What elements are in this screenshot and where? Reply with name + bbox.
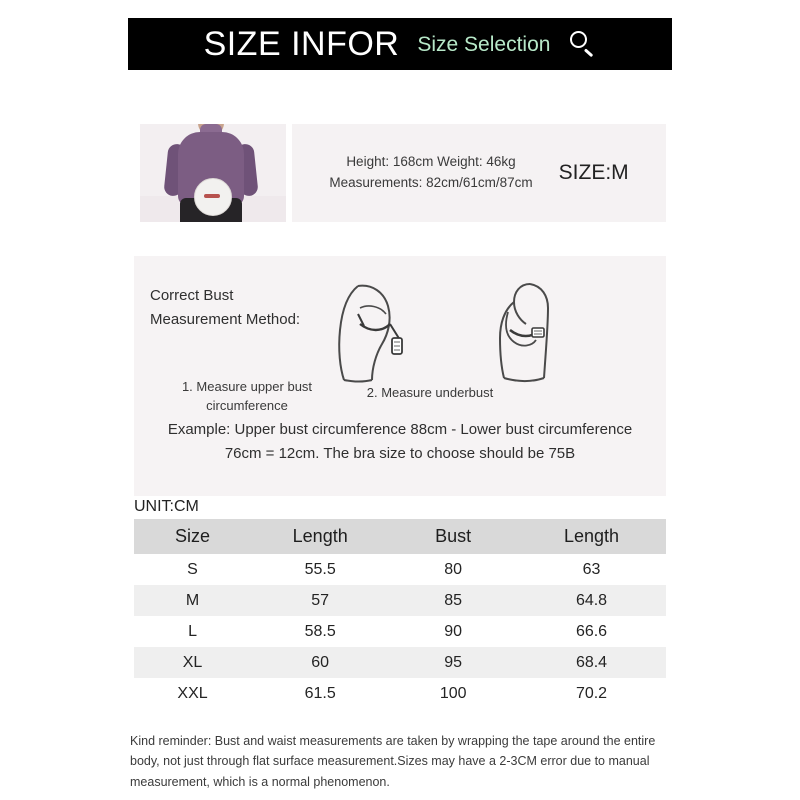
table-cell-length2: 66.6 xyxy=(517,616,666,647)
figure-1-caption: 1. Measure upper bust circumference xyxy=(181,379,313,413)
table-cell-length: 58.5 xyxy=(251,616,389,647)
table-cell-bust: 85 xyxy=(389,585,517,616)
search-icon xyxy=(568,30,596,58)
table-row xyxy=(134,554,666,585)
table-cell-size: L xyxy=(134,616,251,647)
table-header-cell: Bust xyxy=(389,519,517,554)
table-cell-size: XXL xyxy=(134,678,251,709)
size-table xyxy=(134,519,666,709)
model-body-measurements: Measurements: 82cm/61cm/87cm xyxy=(329,175,533,190)
table-row xyxy=(134,616,666,647)
table-cell-length: 61.5 xyxy=(251,678,389,709)
table-cell-bust: 95 xyxy=(389,647,517,678)
model-photo xyxy=(140,124,286,222)
figure-2-caption: 2. Measure underbust xyxy=(366,385,494,400)
model-height-weight: Height: 168cm Weight: 46kg xyxy=(346,154,516,170)
banner-subtitle: Size Selection xyxy=(417,32,551,56)
table-cell-length2: 63 xyxy=(517,554,666,585)
table-cell-size: XL xyxy=(134,647,251,678)
model-size-label: SIZE:M xyxy=(558,161,629,184)
table-cell-bust: 80 xyxy=(389,554,517,585)
table-header-cell: Length xyxy=(251,519,389,554)
bust-guide-title xyxy=(150,284,300,332)
bust-guide-title-line2: Measurement Method: xyxy=(150,311,301,328)
table-cell-length: 60 xyxy=(251,647,389,678)
table-cell-bust: 100 xyxy=(389,678,517,709)
unit-label: UNIT:CM xyxy=(134,498,199,515)
table-header-cell: Length xyxy=(517,519,666,554)
underbust-illustration-icon xyxy=(474,278,604,388)
table-cell-bust: 90 xyxy=(389,616,517,647)
header-banner xyxy=(128,18,672,70)
page-title: SIZE INFOR xyxy=(203,25,400,63)
upper-bust-illustration-icon xyxy=(314,278,444,388)
table-cell-length2: 68.4 xyxy=(517,647,666,678)
table-cell-size: S xyxy=(134,554,251,585)
footer-note: Kind reminder: Bust and waist measurements are taken by wrapping the tape around the entire body, not just through flat surface measurement.Sizes may have a 2-3CM error due to manual measurement, which is a normal phenomenon. xyxy=(130,734,656,789)
table-row xyxy=(134,585,666,616)
bust-example-text: Example: Upper bust circumference 88cm - Lower bust circumference 76cm = 12cm. The bra size to choose should be 75B xyxy=(167,421,633,463)
table-row xyxy=(134,647,666,678)
model-spec-row xyxy=(140,124,666,222)
bust-guide-title-line1: Correct Bust xyxy=(150,287,234,304)
table-cell-length: 55.5 xyxy=(251,554,389,585)
model-spec-box xyxy=(292,124,666,222)
table-header-cell: Size xyxy=(134,519,251,554)
table-cell-size: M xyxy=(134,585,251,616)
table-cell-length: 57 xyxy=(251,585,389,616)
table-cell-length2: 70.2 xyxy=(517,678,666,709)
model-measurements xyxy=(329,152,532,194)
table-header-row xyxy=(134,519,666,554)
table-row xyxy=(134,678,666,709)
table-cell-length2: 64.8 xyxy=(517,585,666,616)
